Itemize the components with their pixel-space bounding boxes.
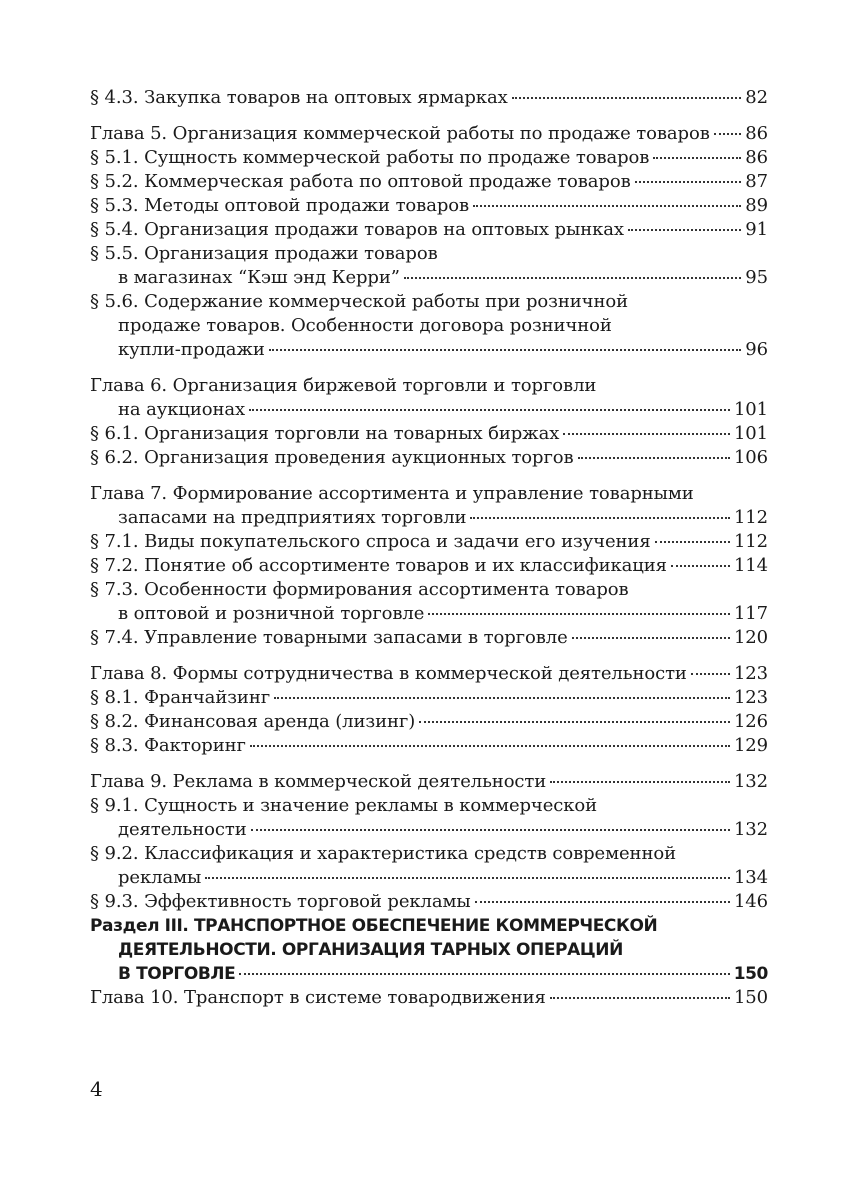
dot-leader	[512, 97, 742, 99]
toc-entry-title: § 7.1. Виды покупательского спроса и задачи его изучения	[90, 531, 651, 552]
toc-entry	[90, 86, 768, 110]
toc-entry-title: Глава 5. Организация коммерческой работы по продаже товаров	[90, 123, 710, 144]
toc-entry	[90, 530, 768, 554]
toc-entry-title: § 5.5. Организация продажи товаров	[90, 243, 438, 264]
toc-entry	[90, 914, 768, 986]
toc-line	[90, 338, 768, 362]
toc-page-number: 146	[733, 891, 768, 912]
dot-leader	[249, 409, 730, 411]
toc-entry-title: § 7.2. Понятие об ассортименте товаров и их классификация	[90, 555, 667, 576]
toc-page-number: 134	[733, 867, 768, 888]
toc-line	[90, 734, 768, 758]
toc-entry-title: § 5.1. Сущность коммерческой работы по продаже товаров	[90, 147, 650, 168]
toc-line	[90, 842, 768, 866]
toc-page-number: 123	[733, 687, 768, 708]
table-of-contents	[90, 86, 768, 1010]
toc-line	[90, 218, 768, 242]
toc-page-number: 132	[733, 771, 768, 792]
toc-entry-title: Глава 7. Формирование ассортимента и управление товарными	[90, 483, 694, 504]
toc-entry	[90, 794, 768, 842]
toc-line	[90, 86, 768, 110]
toc-entry-title: § 8.2. Финансовая аренда (лизинг)	[90, 711, 416, 732]
dot-leader	[269, 349, 742, 351]
toc-entry	[90, 890, 768, 914]
toc-entry	[90, 122, 768, 146]
dot-leader	[205, 877, 730, 879]
toc-entry-title: § 5.4. Организация продажи товаров на оптовых рынках	[90, 219, 624, 240]
toc-line	[90, 530, 768, 554]
toc-line	[90, 194, 768, 218]
toc-page-number: 129	[733, 735, 768, 756]
toc-page-number: 96	[745, 339, 768, 360]
toc-entry	[90, 986, 768, 1010]
dot-leader	[550, 781, 730, 783]
toc-entry-title: § 5.3. Методы оптовой продажи товаров	[90, 195, 470, 216]
toc-line	[90, 962, 768, 986]
toc-entry-title: Глава 9. Реклама в коммерческой деятельности	[90, 771, 547, 792]
toc-line	[90, 506, 768, 530]
toc-page-number: 82	[745, 87, 768, 108]
toc-entry	[90, 626, 768, 650]
toc-line	[90, 578, 768, 602]
toc-entry-title: § 8.1. Франчайзинг	[90, 687, 271, 708]
toc-page-number: 112	[733, 531, 768, 552]
toc-page-number: 112	[733, 507, 768, 528]
dot-leader	[475, 901, 730, 903]
toc-entry-title: § 6.2. Организация проведения аукционных торгов	[90, 447, 574, 468]
toc-page-number: 150	[733, 964, 768, 984]
toc-line	[90, 170, 768, 194]
dot-leader	[671, 565, 730, 567]
toc-entry	[90, 146, 768, 170]
toc-entry-title: Глава 6. Организация биржевой торговли и торговли	[90, 375, 597, 396]
toc-entry	[90, 710, 768, 734]
toc-entry-title: § 5.2. Коммерческая работа по оптовой продаже товаров	[90, 171, 631, 192]
dot-leader	[572, 637, 730, 639]
toc-line	[90, 710, 768, 734]
toc-entry-title: в оптовой и розничной торговле	[118, 603, 425, 624]
toc-entry-title: § 9.3. Эффективность торговой рекламы	[90, 891, 471, 912]
toc-line	[90, 890, 768, 914]
dot-leader	[404, 277, 741, 279]
toc-entry-title: В ТОРГОВЛЕ	[118, 964, 236, 984]
dot-leader	[563, 433, 730, 435]
toc-line	[90, 374, 768, 398]
toc-entry	[90, 422, 768, 446]
toc-line	[90, 986, 768, 1010]
dot-leader	[628, 229, 741, 231]
toc-line	[90, 314, 768, 338]
toc-page-number: 117	[733, 603, 768, 624]
toc-page-number: 123	[733, 663, 768, 684]
toc-page-number: 114	[733, 555, 768, 576]
toc-entry-title: § 4.3. Закупка товаров на оптовых ярмарках	[90, 87, 508, 108]
toc-entry	[90, 554, 768, 578]
dot-leader	[473, 205, 741, 207]
toc-entry	[90, 734, 768, 758]
dot-leader	[239, 973, 729, 975]
toc-line	[90, 146, 768, 170]
toc-page-number: 120	[733, 627, 768, 648]
toc-page-number: 89	[745, 195, 768, 216]
toc-page-number: 87	[745, 171, 768, 192]
toc-line	[90, 398, 768, 422]
dot-leader	[274, 697, 730, 699]
toc-page-number: 106	[733, 447, 768, 468]
toc-entry-title: в магазинах “Кэш энд Керри”	[118, 267, 400, 288]
toc-page-number: 132	[733, 819, 768, 840]
dot-leader	[419, 721, 730, 723]
dot-leader	[714, 133, 742, 135]
toc-line	[90, 914, 768, 938]
toc-line	[90, 626, 768, 650]
toc-entry-title: запасами на предприятиях торговли	[118, 507, 467, 528]
dot-leader	[428, 613, 730, 615]
toc-line	[90, 938, 768, 962]
toc-line	[90, 602, 768, 626]
toc-entry	[90, 686, 768, 710]
toc-entry-title: Глава 8. Формы сотрудничества в коммерческой деятельности	[90, 663, 687, 684]
toc-entry-title: рекламы	[118, 867, 202, 888]
toc-entry-title: § 9.1. Сущность и значение рекламы в коммерческой	[90, 795, 598, 816]
toc-entry-title: Раздел III. ТРАНСПОРТНОЕ ОБЕСПЕЧЕНИЕ КОММЕРЧЕСКОЙ	[90, 916, 658, 936]
toc-entry	[90, 218, 768, 242]
toc-entry-title: § 6.1. Организация торговли на товарных биржах	[90, 423, 560, 444]
toc-entry-title: деятельности	[118, 819, 247, 840]
toc-entry	[90, 242, 768, 290]
dot-leader	[691, 673, 730, 675]
toc-entry	[90, 578, 768, 626]
toc-entry	[90, 446, 768, 470]
toc-page-number: 126	[733, 711, 768, 732]
toc-line	[90, 482, 768, 506]
toc-entry-title: § 8.3. Факторинг	[90, 735, 246, 756]
dot-leader	[251, 829, 730, 831]
toc-entry-title: ДЕЯТЕЛЬНОСТИ. ОРГАНИЗАЦИЯ ТАРНЫХ ОПЕРАЦИЙ	[118, 940, 623, 960]
dot-leader	[655, 541, 730, 543]
toc-line	[90, 122, 768, 146]
toc-entry-title: продаже товаров. Особенности договора розничной	[118, 315, 612, 336]
toc-entry-title: на аукционах	[118, 399, 246, 420]
toc-entry	[90, 290, 768, 362]
toc-line	[90, 818, 768, 842]
toc-entry-title: § 5.6. Содержание коммерческой работы при розничной	[90, 291, 628, 312]
toc-page-number: 101	[733, 423, 768, 444]
toc-entry	[90, 770, 768, 794]
toc-entry	[90, 170, 768, 194]
toc-line	[90, 554, 768, 578]
toc-entry	[90, 374, 768, 422]
toc-line	[90, 866, 768, 890]
dot-leader	[250, 745, 730, 747]
toc-entry-title: § 9.2. Классификация и характеристика средств современной	[90, 843, 676, 864]
toc-line	[90, 770, 768, 794]
toc-page-number: 86	[745, 147, 768, 168]
toc-entry	[90, 482, 768, 530]
dot-leader	[470, 517, 730, 519]
toc-entry-title: купли-продажи	[118, 339, 265, 360]
toc-line	[90, 422, 768, 446]
toc-page-number: 150	[733, 987, 768, 1008]
toc-line	[90, 686, 768, 710]
toc-entry	[90, 194, 768, 218]
toc-line	[90, 290, 768, 314]
toc-line	[90, 446, 768, 470]
dot-leader	[653, 157, 741, 159]
toc-page-number: 95	[745, 267, 768, 288]
toc-page-number: 91	[745, 219, 768, 240]
toc-line	[90, 242, 768, 266]
toc-entry-title: § 7.4. Управление товарными запасами в торговле	[90, 627, 568, 648]
toc-entry	[90, 842, 768, 890]
toc-entry-title: § 7.3. Особенности формирования ассортимента товаров	[90, 579, 629, 600]
toc-entry-title: Глава 10. Транспорт в системе товародвижения	[90, 987, 546, 1008]
page-number: 4	[90, 1077, 103, 1101]
dot-leader	[550, 997, 730, 999]
toc-line	[90, 794, 768, 818]
toc-entry	[90, 662, 768, 686]
toc-page-number: 101	[733, 399, 768, 420]
toc-page-number: 86	[745, 123, 768, 144]
toc-line	[90, 662, 768, 686]
dot-leader	[578, 457, 730, 459]
toc-line	[90, 266, 768, 290]
dot-leader	[635, 181, 742, 183]
